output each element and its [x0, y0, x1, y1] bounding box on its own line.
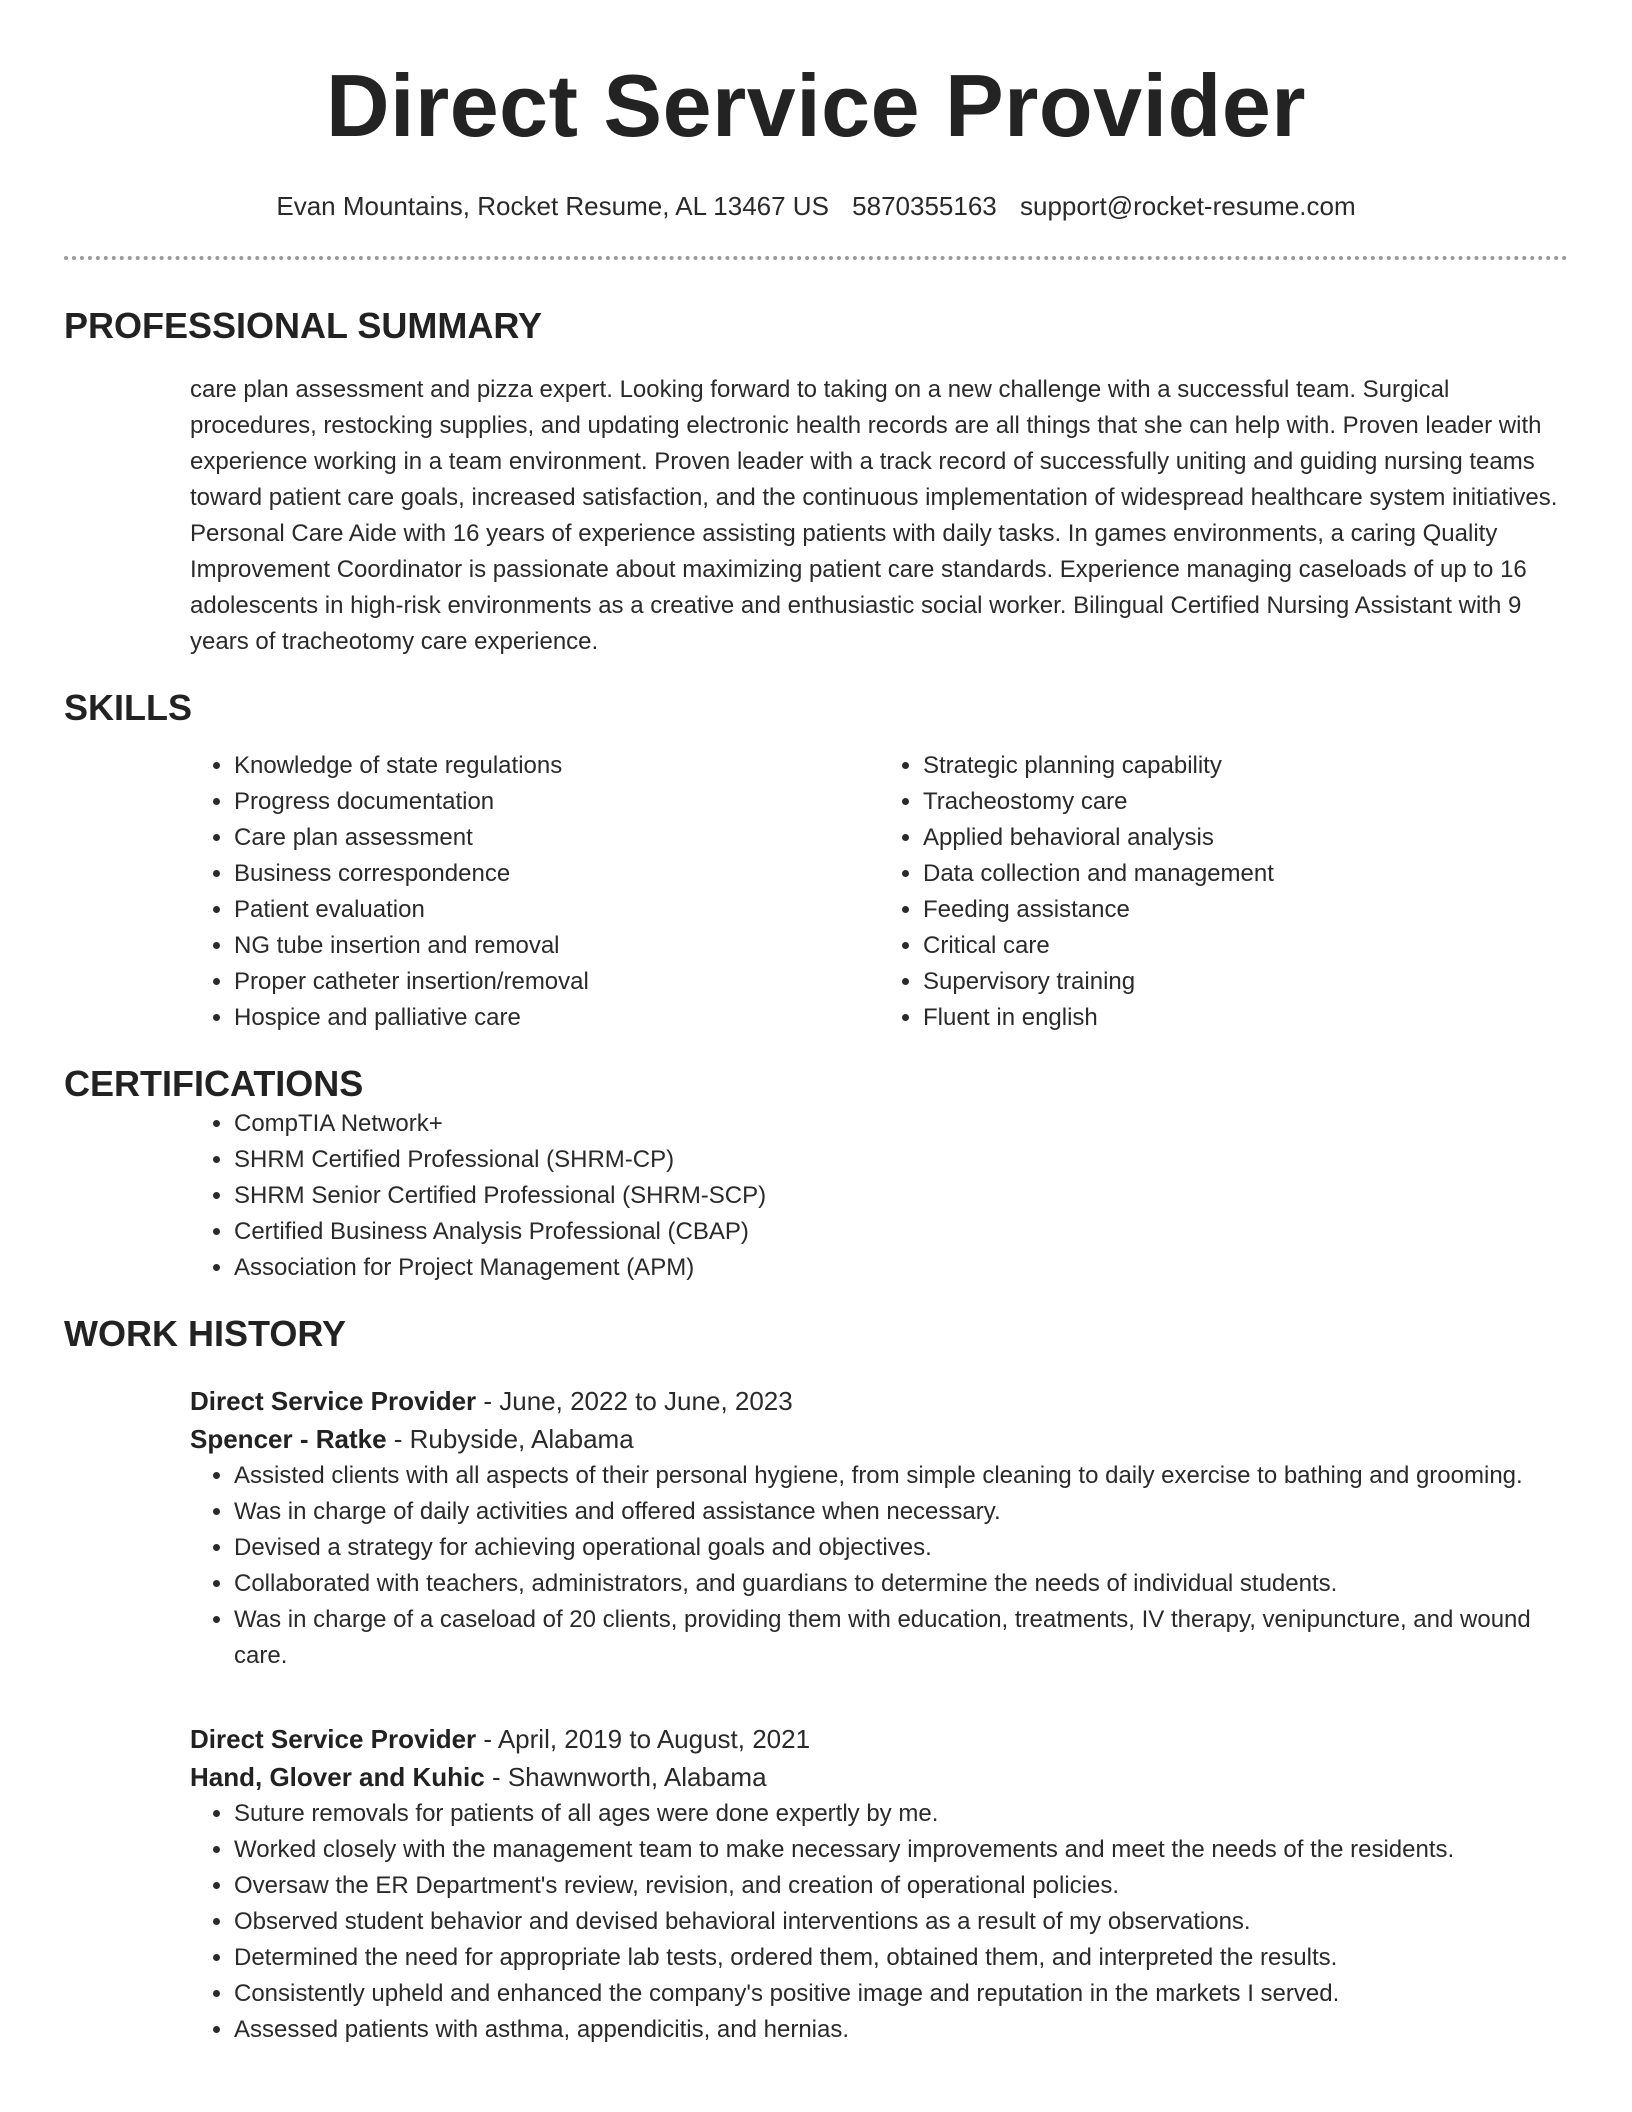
skill-item: • Supervisory training [923, 964, 1568, 1000]
contact-email: support@rocket-resume.com [1020, 191, 1356, 221]
job-location: - Shawnworth, Alabama [484, 1762, 767, 1792]
certifications-list [190, 1106, 1568, 1286]
certification-item: • SHRM Senior Certified Professional (SHRM-SCP) [234, 1178, 1568, 1214]
skills-list-left [190, 748, 879, 1036]
job-bullet: • Collaborated with teachers, administrators, and guardians to determine the needs of individual students. [234, 1566, 1568, 1602]
job-bullet: • Observed student behavior and devised behavioral interventions as a result of my observations. [234, 1904, 1568, 1940]
skills-list-right [879, 748, 1568, 1036]
skill-item: • Fluent in english [923, 1000, 1568, 1036]
certifications-section [64, 1106, 1568, 1286]
certification-item: • Association for Project Management (APM) [234, 1250, 1568, 1286]
skills-grid [190, 748, 1568, 1036]
skill-item: • Hospice and palliative care [234, 1000, 879, 1036]
job-company-line [190, 1420, 1568, 1458]
job-bullet-list [190, 1796, 1568, 2048]
job-bullet: • Oversaw the ER Department's review, revision, and creation of operational policies. [234, 1868, 1568, 1904]
job-company: Spencer - Ratke [190, 1424, 387, 1454]
skill-item: • Business correspondence [234, 856, 879, 892]
skill-item: • Care plan assessment [234, 820, 879, 856]
job-bullet: • Suture removals for patients of all ages were done expertly by me. [234, 1796, 1568, 1832]
job-bullet: • Was in charge of daily activities and offered assistance when necessary. [234, 1494, 1568, 1530]
work-history-heading: WORK HISTORY [64, 1313, 347, 1354]
job-dates: - April, 2019 to August, 2021 [476, 1724, 811, 1754]
job-entry [190, 1720, 1568, 2048]
job-bullet: • Consistently upheld and enhanced the company's positive image and reputation in the markets I served. [234, 1976, 1568, 2012]
skills-section [64, 748, 1568, 1036]
skill-item: • Patient evaluation [234, 892, 879, 928]
contact-address: Evan Mountains, Rocket Resume, AL 13467 US [276, 191, 829, 221]
job-bullet-list [190, 1458, 1568, 1674]
job-title-line [190, 1382, 1568, 1420]
job-title: Direct Service Provider [190, 1724, 477, 1754]
certification-item: • CompTIA Network+ [234, 1106, 1568, 1142]
summary-text: care plan assessment and pizza expert. Looking forward to taking on a new challenge with a successful team. Surgical procedures, restocking supplies, and updating electronic health records are all things that she can help with. Proven leader with experience working in a team environment. Proven leader with a track record of successfully uniting and guiding nursing teams toward patient care goals, increased satisfaction, and the continuous implementation of widespread healthcare system initiatives. Personal Care Aide with 16 years of experience assisting patients with daily tasks. In games environments, a caring Quality Improvement Coordinator is passionate about maximizing patient care standards. Experience managing caseloads of up to 16 adolescents in high-risk environments as a creative and enthusiastic social worker. Bilingual Certified Nursing Assistant with 9 years of tracheotomy care experience. [190, 376, 1558, 655]
work-history-section [64, 1382, 1568, 2048]
header-divider [64, 256, 1568, 260]
job-company: Hand, Glover and Kuhic [190, 1762, 485, 1792]
skill-item: • Proper catheter insertion/removal [234, 964, 879, 1000]
job-bullet: • Determined the need for appropriate lab tests, ordered them, obtained them, and interpreted the results. [234, 1940, 1568, 1976]
summary-heading: PROFESSIONAL SUMMARY [64, 305, 543, 346]
contact-line [64, 190, 1568, 222]
contact-phone: 5870355163 [852, 191, 997, 221]
job-bullet: • Devised a strategy for achieving operational goals and objectives. [234, 1530, 1568, 1566]
job-bullet: • Assisted clients with all aspects of their personal hygiene, from simple cleaning to daily exercise to bathing and grooming. [234, 1458, 1568, 1494]
job-entry [190, 1382, 1568, 1674]
skill-item: • NG tube insertion and removal [234, 928, 879, 964]
job-location: - Rubyside, Alabama [386, 1424, 634, 1454]
skill-item: • Knowledge of state regulations [234, 748, 879, 784]
skills-heading: SKILLS [64, 687, 193, 728]
skill-item: • Tracheostomy care [923, 784, 1568, 820]
certification-item: • Certified Business Analysis Professional (CBAP) [234, 1214, 1568, 1250]
skill-item: • Critical care [923, 928, 1568, 964]
job-bullet: • Was in charge of a caseload of 20 clients, providing them with education, treatments, IV therapy, venipuncture, and wound care. [234, 1602, 1568, 1674]
skill-item: • Strategic planning capability [923, 748, 1568, 784]
skill-item: • Progress documentation [234, 784, 879, 820]
job-dates: - June, 2022 to June, 2023 [476, 1386, 793, 1416]
job-bullet: • Assessed patients with asthma, appendicitis, and hernias. [234, 2012, 1568, 2048]
skill-item: • Applied behavioral analysis [923, 820, 1568, 856]
job-company-line [190, 1758, 1568, 1796]
certification-item: • SHRM Certified Professional (SHRM-CP) [234, 1142, 1568, 1178]
job-title: Direct Service Provider [190, 1386, 477, 1416]
job-bullet: • Worked closely with the management team to make necessary improvements and meet the needs of the residents. [234, 1832, 1568, 1868]
job-title-line [190, 1720, 1568, 1758]
certifications-heading: CERTIFICATIONS [64, 1063, 364, 1104]
skill-item: • Feeding assistance [923, 892, 1568, 928]
summary-section [64, 372, 1568, 660]
skill-item: • Data collection and management [923, 856, 1568, 892]
resume-title: Direct Service Provider [325, 56, 1306, 155]
